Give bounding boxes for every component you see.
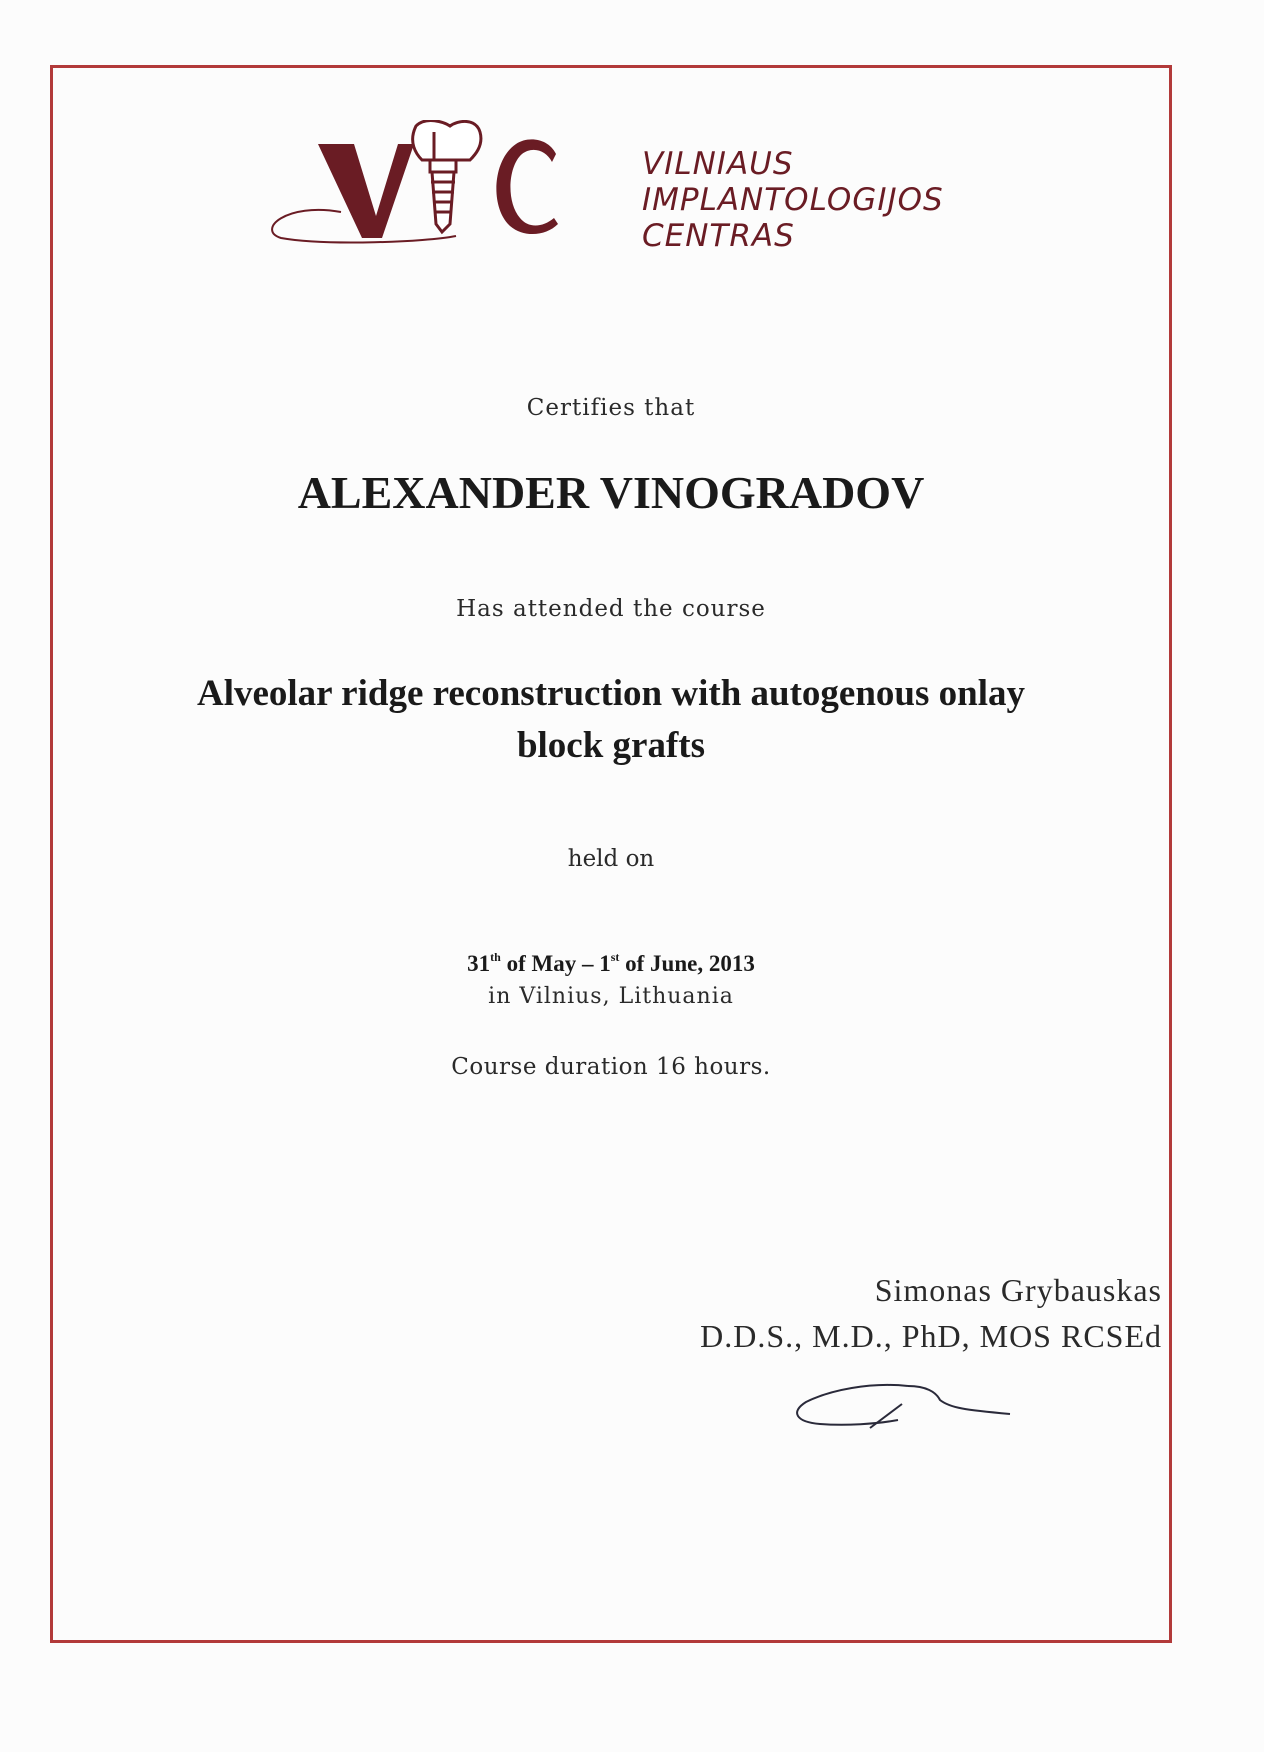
date-day2-suffix: st [610,950,620,964]
course-title-line-2: block grafts [516,725,706,766]
vic-logo [266,120,986,280]
date-part1: of May – 1 [500,951,611,976]
vic-monogram-icon [266,120,646,280]
date-day1-suffix: th [490,950,501,964]
logo-line-3: CENTRAS [642,218,795,254]
course-title-line-1: Alveolar ridge reconstruction with autogenous onlay [196,673,1026,714]
logo-line-1: VILNIAUS [642,146,794,182]
signature-icon [790,1380,1030,1460]
certifies-label: Certifies that [526,395,696,421]
logo-line-2: IMPLANTOLOGIJOS [642,182,944,218]
course-duration: Course duration 16 hours. [451,1054,771,1080]
attended-label: Has attended the course [456,596,766,622]
signatory-name: Simonas Grybauskas [874,1272,1162,1308]
signatory-titles: D.D.S., M.D., PhD, MOS RCSEd [700,1318,1162,1354]
course-location: in Vilnius, Lithuania [488,984,734,1009]
date-part2: of June, 2013 [619,951,755,976]
held-label: held on [567,846,655,872]
date-day1: 31 [467,951,491,976]
logo-wordmark [642,146,944,254]
course-title [50,668,1172,772]
course-dates [50,950,1172,977]
recipient-name: ALEXANDER VINOGRADOV [297,467,925,518]
